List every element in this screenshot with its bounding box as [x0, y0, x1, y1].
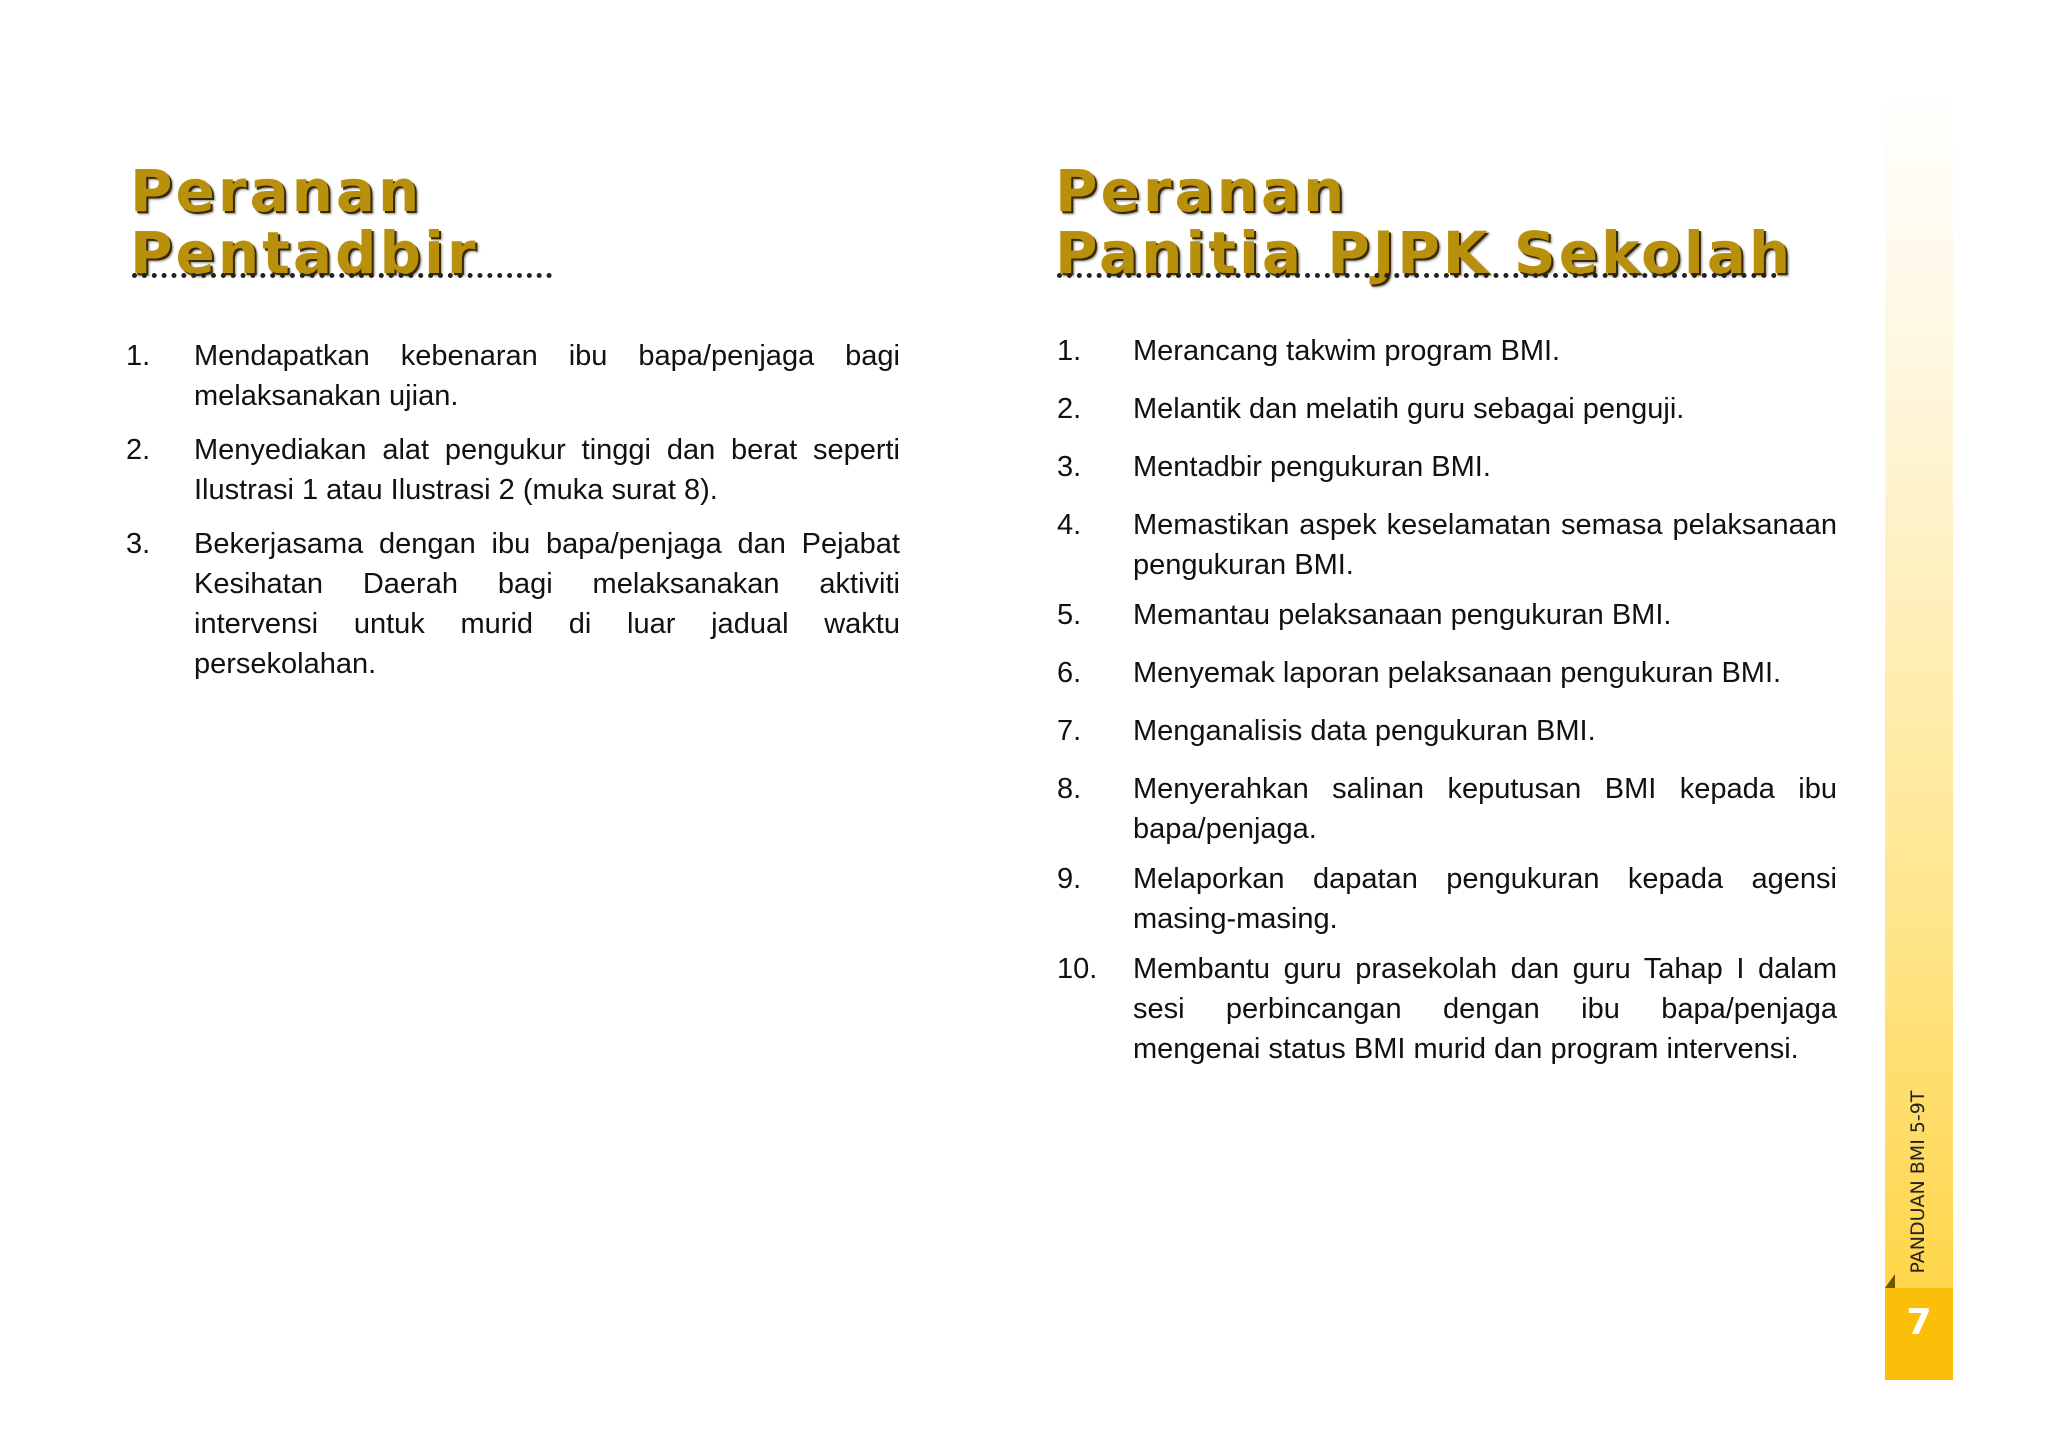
left-title-line2: Pentadbir: [130, 219, 479, 287]
left-role-list: [126, 336, 900, 684]
list-item: [1057, 331, 1837, 371]
list-item: [1057, 389, 1837, 429]
side-label: [1896, 1087, 1940, 1277]
right-title-divider: [1057, 273, 1777, 278]
item-number: 8.: [1057, 773, 1082, 805]
list-item: [1057, 859, 1837, 939]
item-number: 5.: [1057, 599, 1082, 631]
item-text: Mentadbir pengukuran BMI.: [1133, 451, 1491, 483]
item-text: Mendapatkan kebenaran ibu bapa/penjaga bagi melaksanakan ujian.: [194, 340, 900, 412]
item-number: 9.: [1057, 863, 1082, 895]
list-item: [1057, 595, 1837, 635]
item-number: 7.: [1057, 715, 1082, 747]
left-section-title: [130, 157, 479, 287]
list-item: [126, 336, 900, 416]
item-number: 3.: [1057, 451, 1082, 483]
item-text: Melaporkan dapatan pengukuran kepada agensi masing-masing.: [1133, 863, 1837, 935]
list-item: [126, 524, 900, 684]
page-number-box: [1885, 1288, 1953, 1380]
list-item: [1057, 711, 1837, 751]
item-text: Membantu guru prasekolah dan guru Tahap I dalam sesi perbincangan dengan ibu bapa/penjaga mengenai status BMI murid dan program intervensi.: [1133, 953, 1837, 1065]
item-text: Menyediakan alat pengukur tinggi dan berat seperti Ilustrasi 1 atau Ilustrasi 2 (muka surat 8).: [194, 434, 900, 506]
item-number: 10.: [1057, 953, 1098, 985]
left-title-divider: [132, 273, 552, 278]
right-title-line1: Peranan: [1055, 157, 1348, 225]
list-item: [1057, 949, 1837, 1069]
right-role-list: [1057, 331, 1837, 1069]
list-item: [1057, 653, 1837, 693]
item-text: Merancang takwim program BMI.: [1133, 335, 1561, 367]
item-text: Melantik dan melatih guru sebagai penguji.: [1133, 393, 1685, 425]
item-number: 1.: [1057, 335, 1082, 367]
item-number: 6.: [1057, 657, 1082, 689]
item-text: Bekerjasama dengan ibu bapa/penjaga dan Pejabat Kesihatan Daerah bagi melaksanakan aktiviti intervensi untuk murid di luar jadual waktu persekolahan.: [194, 528, 900, 680]
list-item: [1057, 447, 1837, 487]
item-text: Memastikan aspek keselamatan semasa pelaksanaan pengukuran BMI.: [1133, 509, 1837, 581]
list-item: [1057, 505, 1837, 585]
item-number: 2.: [1057, 393, 1082, 425]
item-text: Menyemak laporan pelaksanaan pengukuran BMI.: [1133, 657, 1782, 689]
left-title-line1: Peranan: [130, 157, 423, 225]
item-number: 2.: [126, 434, 151, 466]
item-number: 3.: [126, 528, 151, 560]
item-text: Menganalisis data pengukuran BMI.: [1133, 715, 1596, 747]
list-item: [1057, 769, 1837, 849]
item-number: 1.: [126, 340, 151, 372]
right-title-line2: Panitia PJPK Sekolah: [1055, 219, 1794, 287]
item-text: Memantau pelaksanaan pengukuran BMI.: [1133, 599, 1672, 631]
side-label-text: PANDUAN BMI 5-9T: [1907, 1090, 1929, 1274]
page-tab-corner: [1885, 1274, 1895, 1288]
page-number: 7: [1906, 1302, 1932, 1343]
list-item: [126, 430, 900, 510]
item-text: Menyerahkan salinan keputusan BMI kepada ibu bapa/penjaga.: [1133, 773, 1837, 845]
right-section-title: [1055, 157, 1794, 287]
item-number: 4.: [1057, 509, 1082, 541]
